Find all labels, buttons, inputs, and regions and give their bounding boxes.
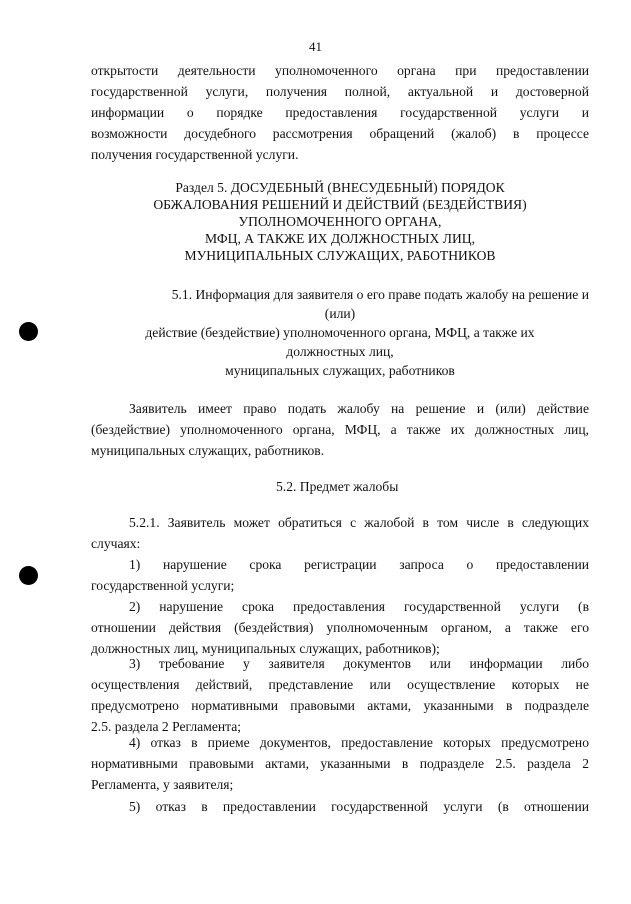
- heading-line: должностных лиц,: [286, 344, 394, 359]
- text-line: должностных лиц, муниципальных служащих, работников);: [91, 641, 440, 656]
- text-line: Заявитель имеет право подать жалобу на решение и (или) действие: [129, 401, 589, 416]
- intro-paragraph: [91, 60, 589, 165]
- text-line: получения государственной услуги.: [91, 147, 299, 162]
- heading-line: МУНИЦИПАЛЬНЫХ СЛУЖАЩИХ, РАБОТНИКОВ: [184, 248, 496, 263]
- text-line: предусмотрено нормативными правовыми актами, указанными в подразделе: [91, 698, 589, 713]
- heading-line: 5.2. Предмет жалобы: [276, 479, 399, 494]
- text-line: возможности досудебного рассмотрения обращений (жалоб) в процессе: [91, 126, 589, 141]
- binder-hole: [19, 566, 38, 585]
- text-line: государственной услуги;: [91, 578, 235, 593]
- section-5-heading: [91, 179, 589, 264]
- heading-line: УПОЛНОМОЧЕННОГО ОРГАНА,: [238, 214, 442, 229]
- text-line: осуществления действий, представление или осуществление которых не: [91, 677, 589, 692]
- list-item-1: [91, 554, 589, 596]
- heading-line: муниципальных служащих, работников: [225, 363, 455, 378]
- subsection-5-1-paragraph: [91, 398, 589, 461]
- text-line: случаях:: [91, 536, 141, 551]
- subsection-5-1-heading: [91, 285, 589, 380]
- text-line: 5.2.1. Заявитель может обратиться с жалобой в том числе в следующих: [129, 515, 589, 530]
- text-line: 2) нарушение срока предоставления государственной услуги (в: [129, 599, 589, 614]
- heading-line: 5.1. Информация для заявителя о его праве подать жалобу на решение и: [171, 287, 589, 302]
- text-line: 3) требование у заявителя документов или информации либо: [129, 656, 589, 671]
- heading-line: МФЦ, А ТАКЖЕ ИХ ДОЛЖНОСТНЫХ ЛИЦ,: [204, 231, 476, 246]
- list-item-4: [91, 732, 589, 795]
- text-line: 1) нарушение срока регистрации запроса о предоставлении: [129, 557, 589, 572]
- text-line: 2.5. раздела 2 Регламента;: [91, 719, 242, 734]
- list-item-2: [91, 596, 589, 659]
- text-line: нормативными правовыми актами, указанными в подразделе 2.5. раздела 2: [91, 756, 589, 771]
- text-line: Регламента, у заявителя;: [91, 777, 234, 792]
- list-item-3: [91, 653, 589, 737]
- heading-line: ОБЖАЛОВАНИЯ РЕШЕНИЙ И ДЕЙСТВИЙ (БЕЗДЕЙСТВИЯ): [153, 197, 527, 212]
- heading-line: действие (бездействие) уполномоченного органа, МФЦ, а также их: [145, 325, 535, 340]
- page-number: 41: [309, 39, 322, 54]
- text-line: 4) отказ в приеме документов, предоставление которых предусмотрено: [129, 735, 589, 750]
- text-line: информации о порядке предоставления государственной услуги и: [91, 105, 589, 120]
- text-line: муниципальных служащих, работников.: [91, 443, 325, 458]
- text-line: 5) отказ в предоставлении государственной услуги (в отношении: [129, 799, 589, 814]
- paragraph-5-2-1: [91, 512, 589, 554]
- binder-hole: [19, 322, 38, 341]
- text-line: отношении действия (бездействия) уполномоченным органом, а также его: [91, 620, 589, 635]
- text-line: (бездействие) уполномоченного органа, МФЦ, а также их должностных лиц,: [91, 422, 589, 437]
- heading-line: Раздел 5. ДОСУДЕБНЫЙ (ВНЕСУДЕБНЫЙ) ПОРЯДОК: [175, 180, 505, 195]
- text-line: государственной услуги, получения полной, актуальной и достоверной: [91, 84, 589, 99]
- heading-line: (или): [324, 306, 356, 321]
- text-line: открытости деятельности уполномоченного органа при предоставлении: [91, 63, 589, 78]
- list-item-5: [91, 796, 589, 817]
- subsection-5-2-heading: [91, 478, 589, 495]
